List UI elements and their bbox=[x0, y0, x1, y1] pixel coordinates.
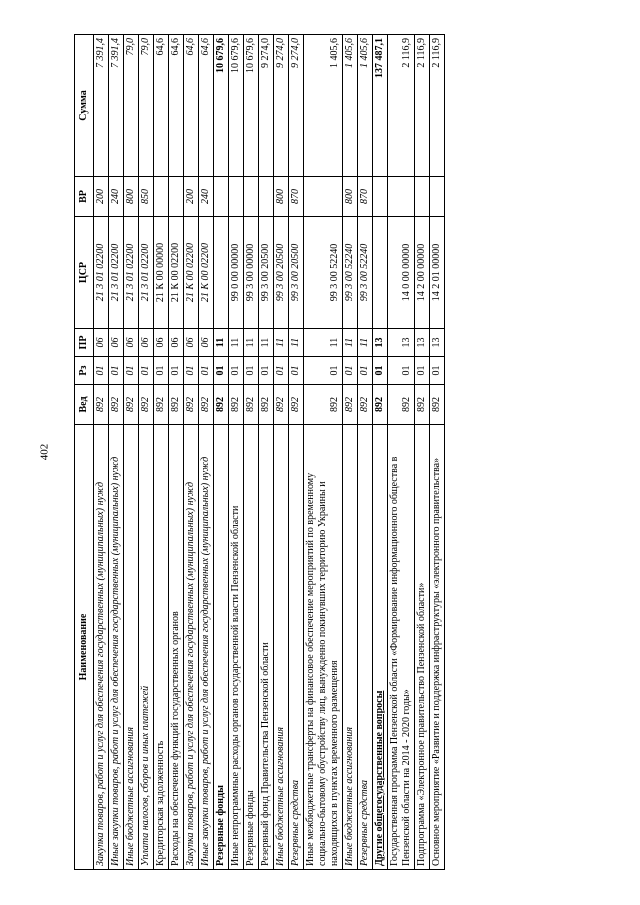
cell-pr: 06 bbox=[154, 329, 169, 357]
cell-rz: 01 bbox=[124, 357, 139, 385]
cell-vr: 240 bbox=[199, 177, 214, 217]
cell-sum: 10 679,6 bbox=[244, 35, 259, 177]
cell-pr: 13 bbox=[430, 329, 445, 357]
cell-rz: 01 bbox=[109, 357, 124, 385]
cell-rz: 01 bbox=[274, 357, 289, 385]
cell-ved: 892 bbox=[430, 385, 445, 425]
cell-name: Резервный фонд Правительства Пензенской области bbox=[259, 425, 274, 870]
header-rz: Рз bbox=[75, 357, 94, 385]
table-row bbox=[214, 35, 229, 870]
cell-csr: 99 0 00 00000 bbox=[229, 217, 244, 329]
cell-ved: 892 bbox=[415, 385, 430, 425]
header-name: Наименование bbox=[75, 425, 94, 870]
cell-pr: 06 bbox=[109, 329, 124, 357]
cell-csr: 14 2 01 00000 bbox=[430, 217, 445, 329]
table-body bbox=[94, 35, 445, 870]
cell-name: Иные непрограммные расходы органов государственной власти Пензенской области bbox=[229, 425, 244, 870]
cell-sum: 2 116,9 bbox=[415, 35, 430, 177]
cell-sum: 2 116,9 bbox=[430, 35, 445, 177]
cell-rz: 01 bbox=[304, 357, 343, 385]
cell-sum: 2 116,9 bbox=[388, 35, 415, 177]
table-row bbox=[199, 35, 214, 870]
cell-sum: 79,0 bbox=[139, 35, 154, 177]
cell-rz: 01 bbox=[430, 357, 445, 385]
cell-name: Резервные средства bbox=[358, 425, 373, 870]
cell-ved: 892 bbox=[199, 385, 214, 425]
cell-sum: 64,6 bbox=[184, 35, 199, 177]
cell-name: Уплата налогов, сборов и иных платежей bbox=[139, 425, 154, 870]
table-row bbox=[229, 35, 244, 870]
cell-csr: 21 3 01 02200 bbox=[124, 217, 139, 329]
cell-rz: 01 bbox=[244, 357, 259, 385]
cell-pr: 06 bbox=[169, 329, 184, 357]
cell-ved: 892 bbox=[154, 385, 169, 425]
cell-rz: 01 bbox=[373, 357, 388, 385]
cell-pr: 11 bbox=[214, 329, 229, 357]
cell-vr bbox=[169, 177, 184, 217]
cell-rz: 01 bbox=[415, 357, 430, 385]
cell-rz: 01 bbox=[169, 357, 184, 385]
cell-pr: 06 bbox=[199, 329, 214, 357]
cell-pr: 11 bbox=[289, 329, 304, 357]
cell-name: Расходы на обеспечение функций государственных органов bbox=[169, 425, 184, 870]
cell-pr: 11 bbox=[358, 329, 373, 357]
cell-sum: 64,6 bbox=[199, 35, 214, 177]
cell-vr bbox=[415, 177, 430, 217]
table-row bbox=[430, 35, 445, 870]
cell-sum: 137 487,1 bbox=[373, 35, 388, 177]
cell-csr: 21 3 01 02200 bbox=[139, 217, 154, 329]
cell-name: Иные межбюджетные трансферты на финансовое обеспечение мероприятий по временному социально-бытовому обустройству лиц, вынужденно покинувших территорию Украины и находящихся в пунктах временного размещения bbox=[304, 425, 343, 870]
cell-ved: 892 bbox=[259, 385, 274, 425]
cell-ved: 892 bbox=[229, 385, 244, 425]
cell-csr: 14 0 00 00000 bbox=[388, 217, 415, 329]
cell-vr bbox=[430, 177, 445, 217]
cell-pr: 06 bbox=[184, 329, 199, 357]
table-row bbox=[415, 35, 430, 870]
cell-pr: 11 bbox=[274, 329, 289, 357]
cell-pr: 06 bbox=[124, 329, 139, 357]
table-row bbox=[244, 35, 259, 870]
cell-name: Резервные фонды bbox=[244, 425, 259, 870]
cell-sum: 79,0 bbox=[124, 35, 139, 177]
table-row bbox=[109, 35, 124, 870]
table-row bbox=[169, 35, 184, 870]
table-row bbox=[154, 35, 169, 870]
cell-sum: 64,6 bbox=[154, 35, 169, 177]
cell-csr: 21 К 00 02200 bbox=[184, 217, 199, 329]
cell-csr: 99 3 00 20500 bbox=[259, 217, 274, 329]
cell-ved: 892 bbox=[244, 385, 259, 425]
cell-vr bbox=[304, 177, 343, 217]
table-row bbox=[358, 35, 373, 870]
cell-csr: 21 3 01 02200 bbox=[109, 217, 124, 329]
cell-ved: 892 bbox=[139, 385, 154, 425]
cell-sum: 9 274,0 bbox=[259, 35, 274, 177]
cell-ved: 892 bbox=[214, 385, 229, 425]
cell-name: Закупка товаров, работ и услуг для обеспечения государственных (муниципальных) нужд bbox=[184, 425, 199, 870]
cell-name: Подпрограмма «Электронное правительство Пензенской области» bbox=[415, 425, 430, 870]
cell-name: Иные бюджетные ассигнования bbox=[274, 425, 289, 870]
cell-vr: 870 bbox=[358, 177, 373, 217]
table-row bbox=[343, 35, 358, 870]
cell-csr: 99 3 00 52240 bbox=[304, 217, 343, 329]
cell-rz: 01 bbox=[154, 357, 169, 385]
rotated-page bbox=[74, 35, 634, 870]
table-row bbox=[139, 35, 154, 870]
cell-vr bbox=[229, 177, 244, 217]
cell-vr: 800 bbox=[124, 177, 139, 217]
cell-rz: 01 bbox=[139, 357, 154, 385]
cell-sum: 9 274,0 bbox=[289, 35, 304, 177]
cell-csr: 99 3 00 52240 bbox=[343, 217, 358, 329]
cell-csr bbox=[214, 217, 229, 329]
cell-name: Иные бюджетные ассигнования bbox=[124, 425, 139, 870]
cell-sum: 7 391,4 bbox=[94, 35, 109, 177]
cell-csr: 99 3 00 20500 bbox=[289, 217, 304, 329]
cell-name: Иные бюджетные ассигнования bbox=[343, 425, 358, 870]
cell-csr: 99 3 00 52240 bbox=[358, 217, 373, 329]
cell-sum: 9 274,0 bbox=[274, 35, 289, 177]
cell-pr: 11 bbox=[304, 329, 343, 357]
cell-sum: 1 405,6 bbox=[304, 35, 343, 177]
cell-rz: 01 bbox=[184, 357, 199, 385]
cell-csr: 14 2 00 00000 bbox=[415, 217, 430, 329]
cell-rz: 01 bbox=[199, 357, 214, 385]
cell-pr: 11 bbox=[259, 329, 274, 357]
cell-vr: 200 bbox=[94, 177, 109, 217]
cell-rz: 01 bbox=[358, 357, 373, 385]
cell-pr: 13 bbox=[415, 329, 430, 357]
cell-csr: 21 К 00 00000 bbox=[154, 217, 169, 329]
cell-ved: 892 bbox=[94, 385, 109, 425]
cell-csr: 21 К 00 02200 bbox=[169, 217, 184, 329]
page-number: 402 bbox=[38, 443, 51, 461]
cell-csr: 99 3 00 20500 bbox=[274, 217, 289, 329]
cell-name: Резервные средства bbox=[289, 425, 304, 870]
table-row bbox=[304, 35, 343, 870]
cell-name: Кредиторская задолженность bbox=[154, 425, 169, 870]
cell-vr bbox=[388, 177, 415, 217]
table-row bbox=[289, 35, 304, 870]
cell-name: Государственная программа Пензенской области «Формирование информационного общества в Пензенской области на 2014 - 2020 годы» bbox=[388, 425, 415, 870]
cell-ved: 892 bbox=[109, 385, 124, 425]
cell-sum: 10 679,6 bbox=[229, 35, 244, 177]
cell-rz: 01 bbox=[259, 357, 274, 385]
header-row bbox=[75, 35, 94, 870]
cell-vr bbox=[259, 177, 274, 217]
cell-name: Закупка товаров, работ и услуг для обеспечения государственных (муниципальных) нужд bbox=[94, 425, 109, 870]
cell-vr: 240 bbox=[109, 177, 124, 217]
table-row bbox=[94, 35, 109, 870]
cell-sum: 7 391,4 bbox=[109, 35, 124, 177]
cell-ved: 892 bbox=[304, 385, 343, 425]
cell-vr: 800 bbox=[343, 177, 358, 217]
header-ved: Вед bbox=[75, 385, 94, 425]
cell-pr: 06 bbox=[139, 329, 154, 357]
cell-ved: 892 bbox=[343, 385, 358, 425]
cell-vr: 800 bbox=[274, 177, 289, 217]
cell-ved: 892 bbox=[124, 385, 139, 425]
cell-rz: 01 bbox=[289, 357, 304, 385]
cell-csr: 21 К 00 02200 bbox=[199, 217, 214, 329]
cell-pr: 06 bbox=[94, 329, 109, 357]
cell-pr: 11 bbox=[343, 329, 358, 357]
cell-vr bbox=[244, 177, 259, 217]
cell-csr: 21 3 01 02200 bbox=[94, 217, 109, 329]
cell-vr bbox=[214, 177, 229, 217]
cell-ved: 892 bbox=[388, 385, 415, 425]
cell-ved: 892 bbox=[184, 385, 199, 425]
cell-rz: 01 bbox=[94, 357, 109, 385]
cell-pr: 11 bbox=[229, 329, 244, 357]
budget-table bbox=[74, 34, 445, 870]
cell-sum: 1 405,6 bbox=[343, 35, 358, 177]
cell-sum: 1 405,6 bbox=[358, 35, 373, 177]
cell-vr bbox=[373, 177, 388, 217]
cell-ved: 892 bbox=[274, 385, 289, 425]
table-row bbox=[388, 35, 415, 870]
cell-csr bbox=[373, 217, 388, 329]
cell-rz: 01 bbox=[229, 357, 244, 385]
cell-sum: 64,6 bbox=[169, 35, 184, 177]
table-row bbox=[373, 35, 388, 870]
cell-ved: 892 bbox=[358, 385, 373, 425]
cell-pr: 11 bbox=[244, 329, 259, 357]
cell-ved: 892 bbox=[373, 385, 388, 425]
cell-ved: 892 bbox=[169, 385, 184, 425]
cell-pr: 13 bbox=[388, 329, 415, 357]
table-row bbox=[184, 35, 199, 870]
cell-vr: 850 bbox=[139, 177, 154, 217]
cell-vr: 200 bbox=[184, 177, 199, 217]
cell-vr: 870 bbox=[289, 177, 304, 217]
cell-pr: 13 bbox=[373, 329, 388, 357]
cell-rz: 01 bbox=[214, 357, 229, 385]
table-row bbox=[259, 35, 274, 870]
header-sum: Сумма bbox=[75, 35, 94, 177]
header-pr: ПР bbox=[75, 329, 94, 357]
cell-sum: 10 679,6 bbox=[214, 35, 229, 177]
cell-name: Другие общегосударственные вопросы bbox=[373, 425, 388, 870]
header-csr: ЦСР bbox=[75, 217, 94, 329]
cell-rz: 01 bbox=[388, 357, 415, 385]
table-row bbox=[124, 35, 139, 870]
cell-rz: 01 bbox=[343, 357, 358, 385]
cell-ved: 892 bbox=[289, 385, 304, 425]
cell-csr: 99 3 00 00000 bbox=[244, 217, 259, 329]
cell-name: Иные закупки товаров, работ и услуг для обеспечения государственных (муниципальных) нужд bbox=[199, 425, 214, 870]
header-vr: ВР bbox=[75, 177, 94, 217]
table-row bbox=[274, 35, 289, 870]
cell-name: Основное мероприятие «Развитие и поддержка инфраструктуры «электронного правительства» bbox=[430, 425, 445, 870]
cell-name: Иные закупки товаров, работ и услуг для обеспечения государственных (муниципальных) нужд bbox=[109, 425, 124, 870]
cell-name: Резервные фонды bbox=[214, 425, 229, 870]
cell-vr bbox=[154, 177, 169, 217]
